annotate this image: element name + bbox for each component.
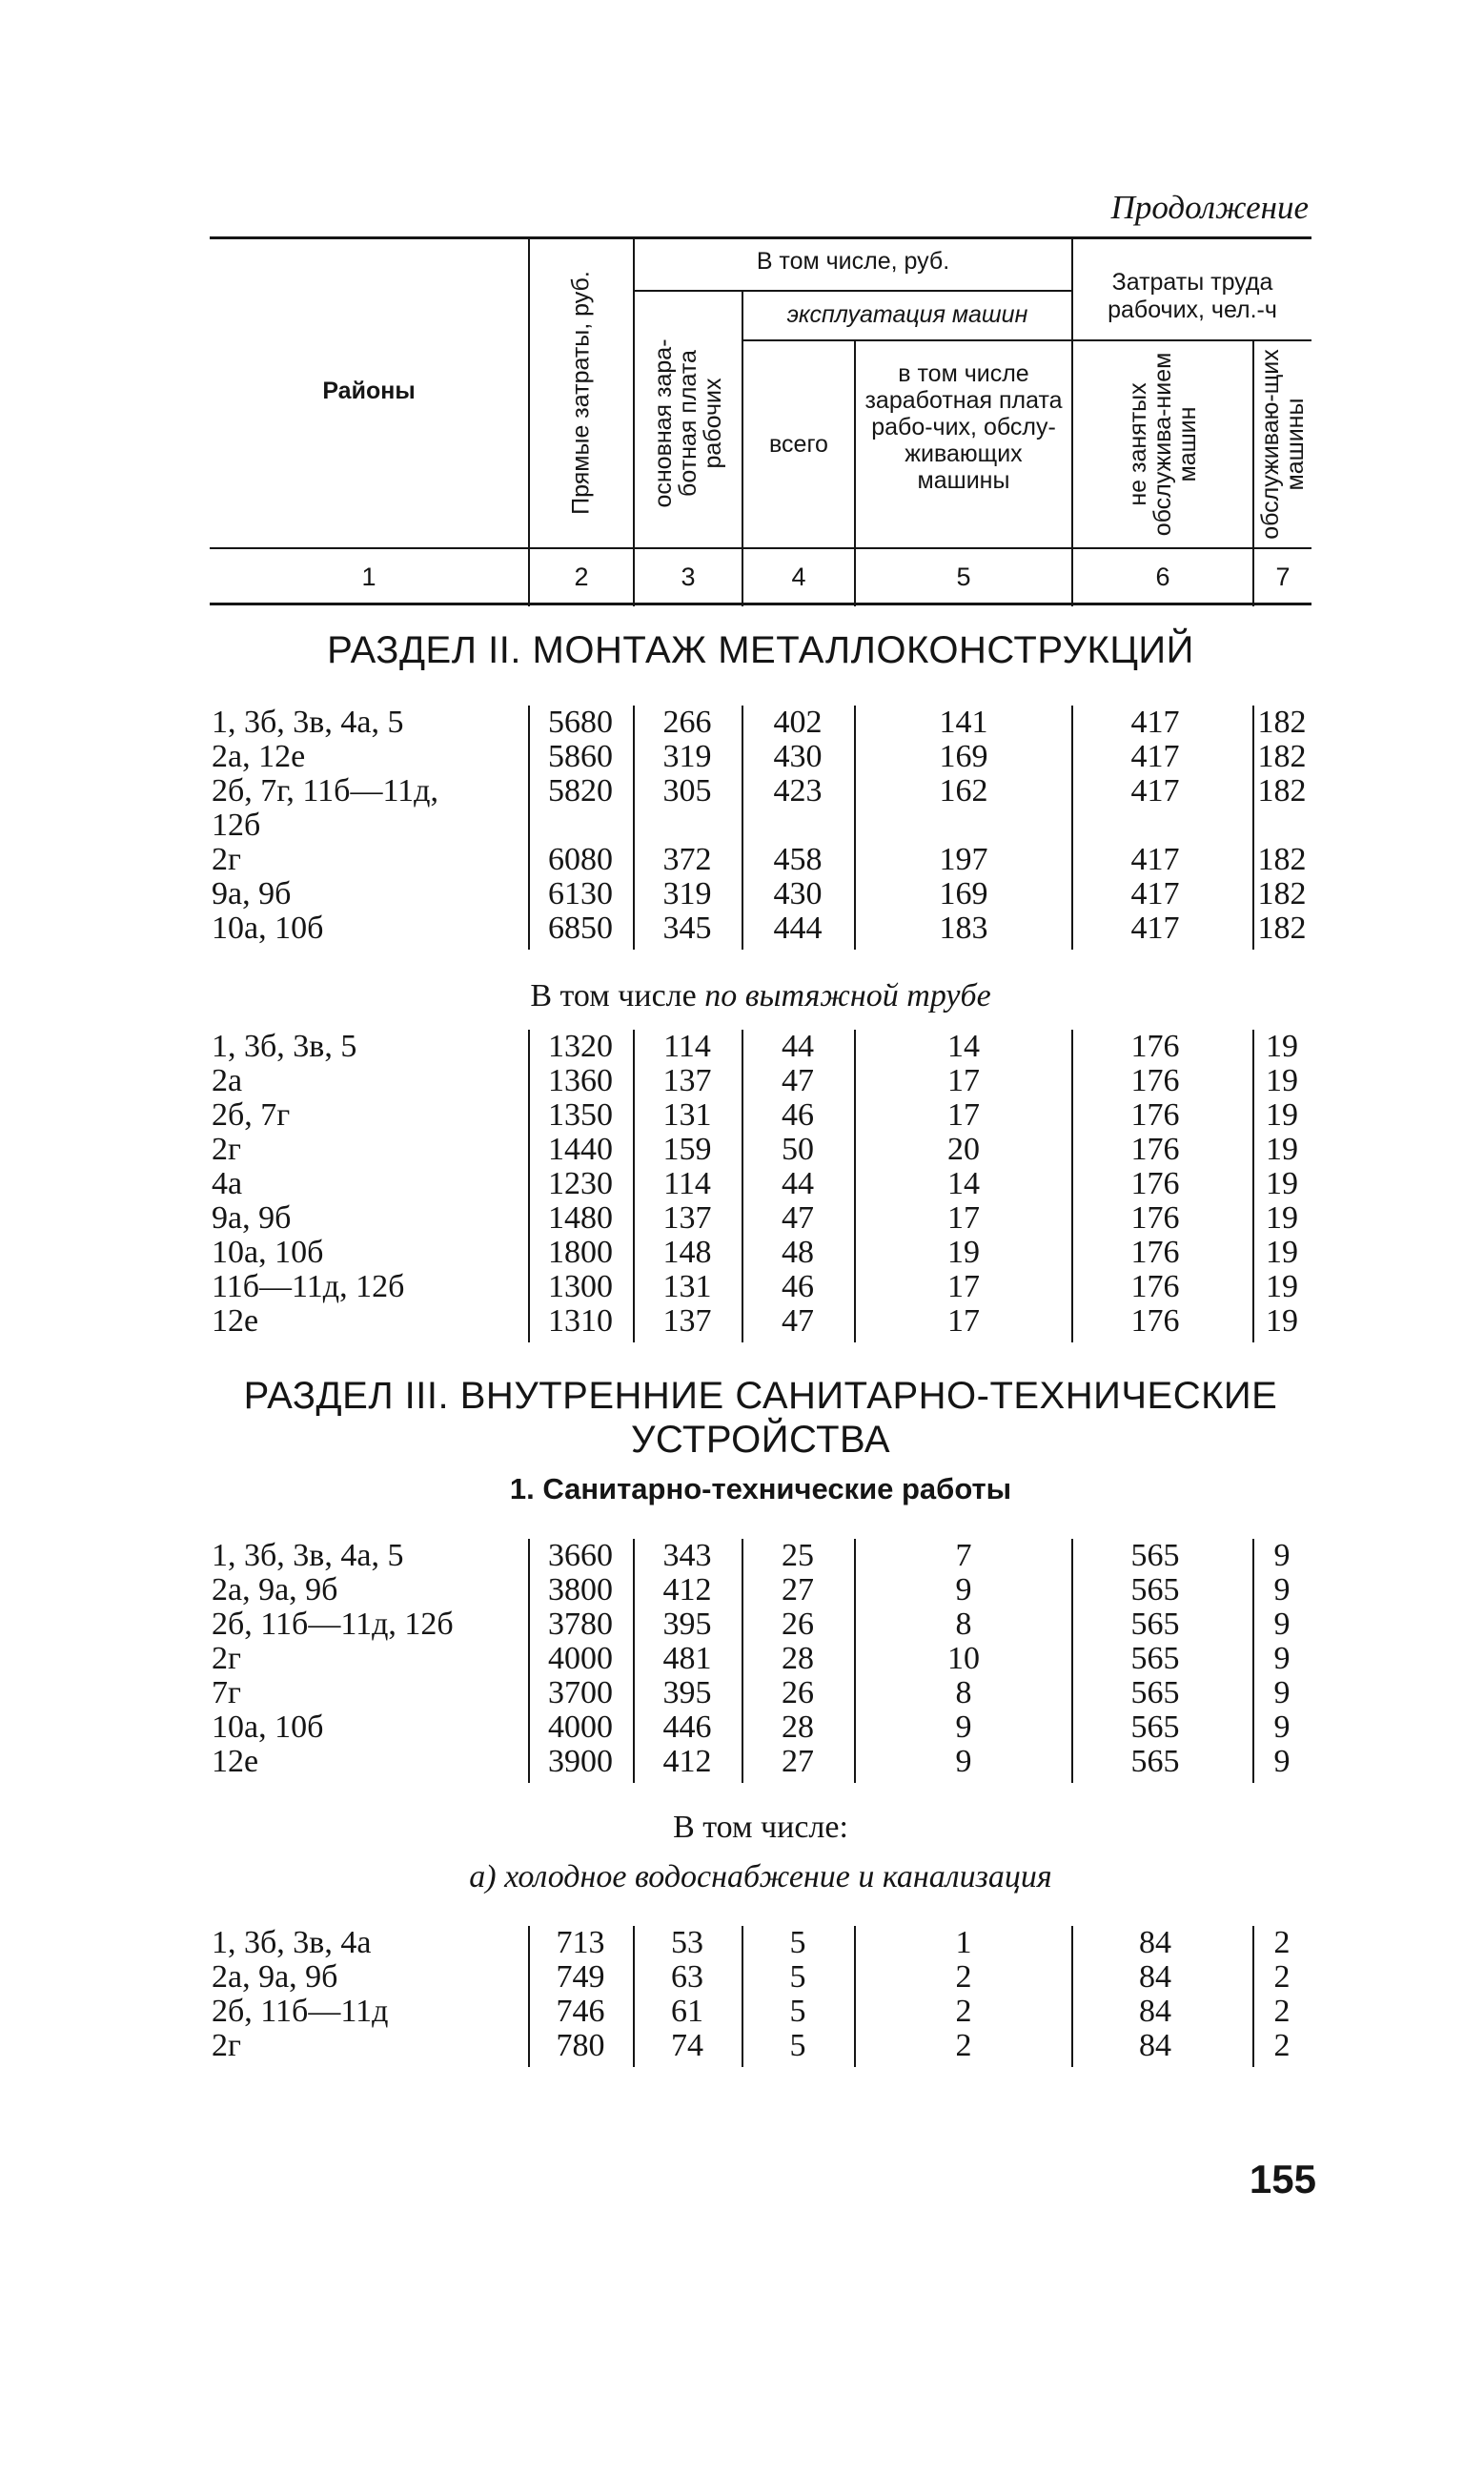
cell-col-1: 9а, 9б (212, 1200, 292, 1236)
cell-col-1: 7г (212, 1675, 241, 1710)
cell-col-5: 141 (939, 705, 988, 740)
cell-col-3: 148 (662, 1235, 712, 1270)
table-row (210, 1133, 1311, 1167)
cell-col-5: 162 (939, 773, 988, 809)
cell-col-7: 9 (1273, 1641, 1291, 1676)
section3-incl-a: а) холодное водоснабжение и канализация (469, 1859, 1052, 1894)
cell-col-1: 2б, 11б—11д (212, 1994, 389, 2029)
table-row (210, 911, 1311, 946)
cell-col-7: 182 (1257, 773, 1307, 809)
cell-col-1: 2г (212, 842, 241, 877)
cell-col-1: 2г (212, 2028, 241, 2063)
cell-col-3: 114 (663, 1029, 711, 1064)
cell-col-7: 19 (1266, 1166, 1298, 1201)
cell-col-1: 1, 3б, 3в, 4а (212, 1925, 372, 1960)
section2-subtitle (210, 978, 1311, 1014)
header-not-machine: не занятых обслужива-нием машин (1125, 352, 1201, 537)
cell-col-2: 1310 (548, 1303, 613, 1339)
cell-col-3: 446 (662, 1709, 712, 1745)
table-row (210, 1167, 1311, 1201)
table-row (210, 843, 1311, 877)
cell-col-7: 19 (1266, 1235, 1298, 1270)
cell-col-1: 10а, 10б (212, 911, 324, 946)
column-divider (854, 1030, 856, 1342)
cell-col-2: 713 (556, 1925, 605, 1960)
table-row (210, 1030, 1311, 1064)
cell-col-1: 10а, 10б (212, 1235, 324, 1270)
cell-col-3: 481 (662, 1641, 712, 1676)
cell-col-4: 402 (773, 705, 823, 740)
cell-col-2: 6130 (548, 876, 613, 911)
cell-col-5: 1 (955, 1925, 972, 1960)
cell-col-2: 6080 (548, 842, 613, 877)
cell-col-7: 19 (1266, 1029, 1298, 1064)
cell-col-1: 1, 3б, 3в, 5 (212, 1029, 357, 1064)
cell-col-6: 176 (1130, 1269, 1180, 1304)
cell-col-3: 131 (662, 1269, 712, 1304)
cell-col-6: 176 (1130, 1235, 1180, 1270)
cell-col-3: 305 (662, 773, 712, 809)
cell-col-5: 20 (947, 1132, 980, 1167)
table-row (210, 706, 1311, 740)
header-incl-wage: в том числе заработная плата рабо-чих, обслу-живающих машины (864, 360, 1063, 494)
cell-col-4: 458 (773, 842, 823, 877)
table-row (210, 774, 1311, 809)
column-divider (1252, 1539, 1254, 1783)
cell-col-4: 25 (782, 1538, 814, 1573)
header-incl-rub: В том числе, руб. (756, 248, 950, 275)
section3-title-line2: УСТРОЙСТВА (630, 1419, 891, 1461)
cell-col-2: 3700 (548, 1675, 613, 1710)
cell-col-3: 131 (662, 1097, 712, 1133)
cell-col-4: 50 (782, 1132, 814, 1167)
cell-col-6: 176 (1130, 1097, 1180, 1133)
table-row (210, 1064, 1311, 1098)
cell-col-2: 4000 (548, 1641, 613, 1676)
cell-col-2: 5820 (548, 773, 613, 809)
cell-col-5: 19 (947, 1235, 980, 1270)
cell-col-2: 3800 (548, 1572, 613, 1607)
column-divider (633, 706, 635, 950)
cell-col-6: 417 (1130, 705, 1180, 740)
cell-col-6: 84 (1139, 2028, 1171, 2063)
column-divider (1071, 1030, 1073, 1342)
cell-col-5: 9 (955, 1709, 972, 1745)
section3-subtitle: 1. Санитарно-технические работы (509, 1472, 1012, 1505)
cell-col-5: 169 (939, 739, 988, 774)
cell-col-3: 63 (671, 1959, 703, 1995)
cell-col-6: 565 (1130, 1675, 1180, 1710)
cell-col-6: 84 (1139, 1959, 1171, 1995)
cell-col-4: 28 (782, 1641, 814, 1676)
cell-col-4: 26 (782, 1607, 814, 1642)
table-row (210, 1607, 1311, 1642)
table-row (210, 809, 1311, 843)
cell-col-5: 8 (955, 1607, 972, 1642)
cell-col-7: 19 (1266, 1303, 1298, 1339)
cell-col-3: 319 (662, 739, 712, 774)
cell-col-5: 14 (947, 1166, 980, 1201)
cell-col-1: 1, 3б, 3в, 4а, 5 (212, 1538, 404, 1573)
cell-col-3: 266 (662, 705, 712, 740)
cell-col-6: 176 (1130, 1200, 1180, 1236)
column-divider (1071, 1539, 1073, 1783)
table-row (210, 1236, 1311, 1270)
section2-table (210, 706, 1311, 950)
cell-col-6: 176 (1130, 1303, 1180, 1339)
cell-col-6: 565 (1130, 1641, 1180, 1676)
cell-col-2: 1440 (548, 1132, 613, 1167)
cell-col-7: 182 (1257, 911, 1307, 946)
cell-col-7: 19 (1266, 1269, 1298, 1304)
section2-sub-prefix: В том числе (530, 978, 697, 1013)
table-row (210, 1304, 1311, 1339)
cell-col-1: 2а (212, 1063, 243, 1098)
section3-incl: В том числе: (673, 1810, 848, 1845)
cell-col-4: 27 (782, 1572, 814, 1607)
cell-col-5: 9 (955, 1572, 972, 1607)
cell-col-5: 183 (939, 911, 988, 946)
cell-col-6: 417 (1130, 911, 1180, 946)
cell-col-7: 19 (1266, 1200, 1298, 1236)
cell-col-1: 12е (212, 1303, 259, 1339)
cell-col-7: 182 (1257, 876, 1307, 911)
cell-col-4: 27 (782, 1744, 814, 1779)
table-row (210, 1995, 1311, 2029)
header-labor: Затраты труда рабочих, чел.-ч (1108, 269, 1277, 323)
cell-col-2: 4000 (548, 1709, 613, 1745)
cell-col-5: 10 (947, 1641, 980, 1676)
table-row (210, 877, 1311, 911)
table-header (210, 236, 1311, 606)
cell-col-6: 565 (1130, 1538, 1180, 1573)
cell-col-3: 137 (662, 1063, 712, 1098)
cell-col-6: 176 (1130, 1166, 1180, 1201)
cell-col-3: 74 (671, 2028, 703, 2063)
cell-col-4: 46 (782, 1269, 814, 1304)
cell-col-5: 9 (955, 1744, 972, 1779)
table-row (210, 740, 1311, 774)
table-row (210, 1676, 1311, 1710)
cell-col-4: 48 (782, 1235, 814, 1270)
cell-col-3: 319 (662, 876, 712, 911)
column-divider (1252, 706, 1254, 950)
column-divider (633, 1539, 635, 1783)
header-machine-serv: обслуживаю-щих машины (1257, 349, 1309, 540)
cell-col-2: 3660 (548, 1538, 613, 1573)
cell-col-5: 17 (947, 1063, 980, 1098)
cell-col-1: 11б—11д, 12б (212, 1269, 405, 1304)
cell-col-5: 2 (955, 2028, 972, 2063)
column-divider (1252, 1030, 1254, 1342)
cell-col-7: 9 (1273, 1572, 1291, 1607)
cell-col-6: 565 (1130, 1709, 1180, 1745)
cell-col-4: 28 (782, 1709, 814, 1745)
cell-col-2: 3900 (548, 1744, 613, 1779)
cell-col-2: 780 (556, 2028, 605, 2063)
cell-col-7: 19 (1266, 1063, 1298, 1098)
col-num-7: 7 (1275, 563, 1291, 591)
cell-col-4: 47 (782, 1063, 814, 1098)
cell-col-6: 417 (1130, 876, 1180, 911)
cell-col-3: 53 (671, 1925, 703, 1960)
cell-col-3: 395 (662, 1675, 712, 1710)
cell-col-3: 137 (662, 1303, 712, 1339)
col-num-1: 1 (361, 563, 376, 591)
cell-col-3: 412 (662, 1572, 712, 1607)
col-num-2: 2 (574, 563, 589, 591)
cell-col-2: 5860 (548, 739, 613, 774)
column-divider (528, 1539, 530, 1783)
cell-col-4: 44 (782, 1029, 814, 1064)
cell-col-1: 1, 3б, 3в, 4а, 5 (212, 705, 404, 740)
header-direct-costs: Прямые затраты, руб. (567, 271, 595, 515)
table-row (210, 1201, 1311, 1236)
cell-col-7: 9 (1273, 1607, 1291, 1642)
header-total: всего (769, 431, 828, 458)
cell-col-2: 3780 (548, 1607, 613, 1642)
column-divider (742, 1926, 743, 2067)
cell-col-2: 1320 (548, 1029, 613, 1064)
cell-col-4: 444 (773, 911, 823, 946)
page-number: 155 (1249, 2157, 1316, 2201)
cell-col-2: 1230 (548, 1166, 613, 1201)
cell-col-4: 5 (789, 1994, 806, 2029)
cell-col-1: 2а, 9а, 9б (212, 1959, 338, 1995)
cell-col-5: 8 (955, 1675, 972, 1710)
cell-col-1: 2б, 11б—11д, 12б (212, 1607, 454, 1642)
cell-col-5: 197 (939, 842, 988, 877)
cell-col-1: 12е (212, 1744, 259, 1779)
column-divider (1071, 706, 1073, 950)
cell-col-4: 5 (789, 1959, 806, 1995)
cell-col-1: 2г (212, 1132, 241, 1167)
cell-col-1: 12б (212, 808, 261, 843)
table-row (210, 1960, 1311, 1995)
continued-label: Продолжение (1110, 189, 1309, 226)
cell-col-4: 47 (782, 1200, 814, 1236)
cell-col-2: 1350 (548, 1097, 613, 1133)
cell-col-6: 176 (1130, 1132, 1180, 1167)
cell-col-6: 417 (1130, 842, 1180, 877)
cell-col-1: 2б, 7г, 11б—11д, (212, 773, 438, 809)
section2-title: РАЗДЕЛ II. МОНТАЖ МЕТАЛЛОКОНСТРУКЦИЙ (327, 629, 1194, 671)
column-divider (528, 706, 530, 950)
cell-col-6: 417 (1130, 739, 1180, 774)
cell-col-4: 44 (782, 1166, 814, 1201)
column-divider (854, 1926, 856, 2067)
header-machine-ops: эксплуатация машин (786, 301, 1028, 328)
col-num-3: 3 (681, 563, 696, 591)
cell-col-6: 176 (1130, 1063, 1180, 1098)
col-num-4: 4 (791, 563, 806, 591)
table-row (210, 2029, 1311, 2063)
section3-title-line1: РАЗДЕЛ III. ВНУТРЕННИЕ САНИТАРНО-ТЕХНИЧЕСКИЕ (243, 1375, 1278, 1417)
cell-col-3: 137 (662, 1200, 712, 1236)
cell-col-7: 2 (1273, 2028, 1291, 2063)
cell-col-7: 2 (1273, 1959, 1291, 1995)
column-divider (742, 706, 743, 950)
cell-col-5: 2 (955, 1994, 972, 2029)
table-row (210, 1745, 1311, 1779)
column-divider (854, 1539, 856, 1783)
cell-col-6: 84 (1139, 1925, 1171, 1960)
cell-col-6: 84 (1139, 1994, 1171, 2029)
cell-col-7: 2 (1273, 1925, 1291, 1960)
cell-col-2: 5680 (548, 705, 613, 740)
cell-col-5: 7 (955, 1538, 972, 1573)
cell-col-2: 1800 (548, 1235, 613, 1270)
cell-col-5: 169 (939, 876, 988, 911)
cell-col-4: 46 (782, 1097, 814, 1133)
cell-col-7: 9 (1273, 1538, 1291, 1573)
cell-col-1: 4а (212, 1166, 243, 1201)
cell-col-7: 182 (1257, 842, 1307, 877)
cell-col-4: 5 (789, 2028, 806, 2063)
cell-col-7: 182 (1257, 739, 1307, 774)
column-divider (1071, 1926, 1073, 2067)
table-row (210, 1642, 1311, 1676)
cell-col-4: 430 (773, 876, 823, 911)
cell-col-7: 2 (1273, 1994, 1291, 2029)
chimney-table (210, 1030, 1311, 1342)
cell-col-3: 61 (671, 1994, 703, 2029)
header-base-wage: основная зара-ботная плата рабочих (650, 338, 726, 508)
cell-col-7: 19 (1266, 1132, 1298, 1167)
cell-col-7: 182 (1257, 705, 1307, 740)
cell-col-1: 2г (212, 1641, 241, 1676)
cell-col-3: 345 (662, 911, 712, 946)
cell-col-5: 17 (947, 1269, 980, 1304)
cell-col-1: 2а, 9а, 9б (212, 1572, 338, 1607)
cell-col-5: 17 (947, 1097, 980, 1133)
column-divider (742, 1030, 743, 1342)
table-row (210, 1926, 1311, 1960)
header-regions: Районы (322, 378, 416, 404)
cell-col-4: 5 (789, 1925, 806, 1960)
table-row (210, 1270, 1311, 1304)
column-divider (528, 1030, 530, 1342)
cell-col-3: 343 (662, 1538, 712, 1573)
cell-col-7: 9 (1273, 1709, 1291, 1745)
column-divider (528, 1926, 530, 2067)
column-divider (854, 706, 856, 950)
cell-col-6: 417 (1130, 773, 1180, 809)
cell-col-1: 10а, 10б (212, 1709, 324, 1745)
cell-col-5: 2 (955, 1959, 972, 1995)
sanitary-table (210, 1539, 1311, 1783)
cell-col-5: 14 (947, 1029, 980, 1064)
section2-sub-italic: по вытяжной трубе (704, 978, 991, 1013)
column-divider (742, 1539, 743, 1783)
cell-col-2: 6850 (548, 911, 613, 946)
cell-col-6: 565 (1130, 1607, 1180, 1642)
cell-col-2: 1300 (548, 1269, 613, 1304)
col-num-6: 6 (1155, 563, 1170, 591)
cell-col-3: 114 (663, 1166, 711, 1201)
cell-col-3: 372 (662, 842, 712, 877)
column-divider (1252, 1926, 1254, 2067)
table-row (210, 1539, 1311, 1573)
col-num-5: 5 (956, 563, 971, 591)
cell-col-1: 2а, 12е (212, 739, 306, 774)
cell-col-5: 17 (947, 1303, 980, 1339)
cell-col-6: 176 (1130, 1029, 1180, 1064)
cell-col-3: 395 (662, 1607, 712, 1642)
cell-col-7: 19 (1266, 1097, 1298, 1133)
cell-col-4: 423 (773, 773, 823, 809)
column-divider (633, 1926, 635, 2067)
cell-col-7: 9 (1273, 1744, 1291, 1779)
cell-col-2: 746 (556, 1994, 605, 2029)
cell-col-3: 159 (662, 1132, 712, 1167)
cell-col-6: 565 (1130, 1744, 1180, 1779)
cell-col-6: 565 (1130, 1572, 1180, 1607)
column-divider (633, 1030, 635, 1342)
table-row (210, 1098, 1311, 1133)
table-row (210, 1573, 1311, 1607)
cell-col-4: 430 (773, 739, 823, 774)
cell-col-7: 9 (1273, 1675, 1291, 1710)
cell-col-2: 1360 (548, 1063, 613, 1098)
cell-col-1: 2б, 7г (212, 1097, 291, 1133)
cell-col-2: 1480 (548, 1200, 613, 1236)
cell-col-1: 9а, 9б (212, 876, 292, 911)
cell-col-4: 26 (782, 1675, 814, 1710)
water-table (210, 1926, 1311, 2067)
table-row (210, 1710, 1311, 1745)
cell-col-5: 17 (947, 1200, 980, 1236)
cell-col-2: 749 (556, 1959, 605, 1995)
cell-col-3: 412 (662, 1744, 712, 1779)
cell-col-4: 47 (782, 1303, 814, 1339)
